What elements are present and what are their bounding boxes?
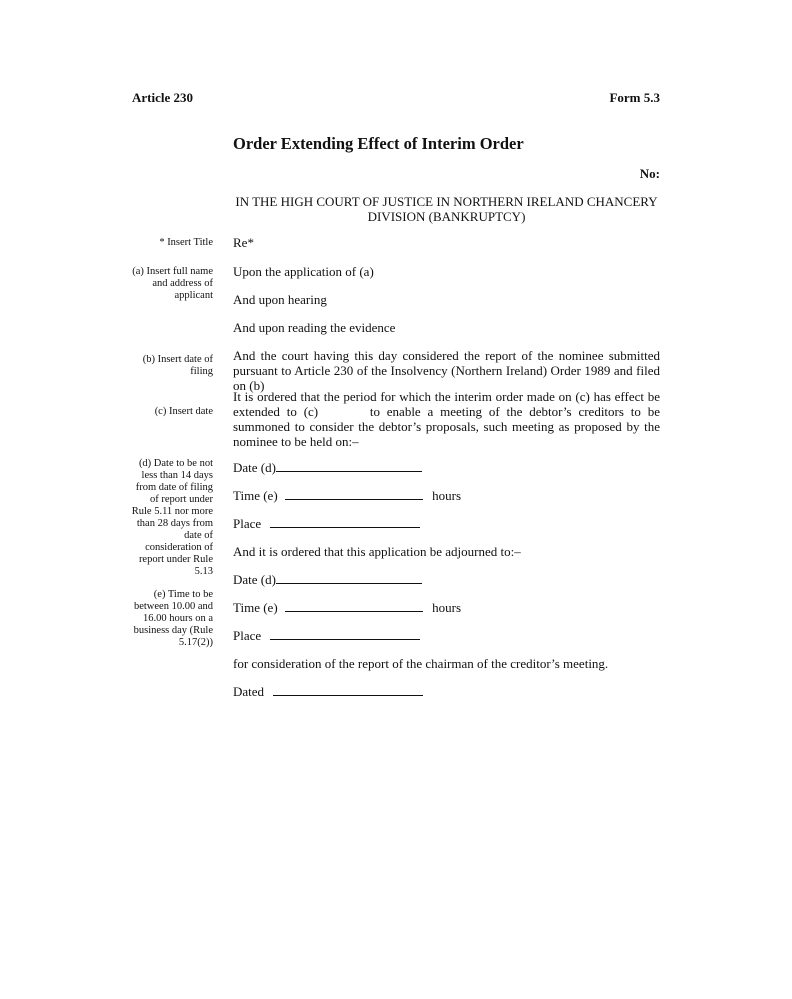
article-number: Article 230 [132,90,194,105]
number-label: No: [639,166,660,181]
date2-blank[interactable] [276,572,422,584]
form-number: Form 5.3 [609,90,660,105]
date2-label: Date (d) [233,572,276,587]
margin-note-d: (d) Date to be not less than 14 days from date of filing of report under Rule 5.11 nor more than 28 days from date of consideration of report under Rule 5.13 [131,458,213,577]
application-line: Upon the application of (a) [233,264,374,279]
adjourned-time-row [233,600,461,615]
place2-blank[interactable] [270,628,420,640]
place-label: Place [233,516,262,531]
dated-label: Dated [233,684,265,699]
dated-blank[interactable] [273,684,423,696]
meeting-date-row [233,460,422,475]
time-blank[interactable] [285,488,423,500]
adjourned-line: And it is ordered that this application be adjourned to:– [233,544,521,559]
ordered-paragraph [233,389,660,449]
place2-label: Place [233,628,262,643]
meeting-place-row [233,516,420,531]
ordered-text-end: to enable a meeting of the debtor’s creditors to be summoned to consider the debtor’s proposals, such meeting as proposed by the nominee to be held on:– [233,404,660,449]
time2-label: Time (e) [233,600,278,615]
meeting-time-row [233,488,461,503]
margin-note-a: (a) Insert full name and address of applicant [132,266,213,301]
page-title: Order Extending Effect of Interim Order [233,134,524,153]
court-heading: IN THE HIGH COURT OF JUSTICE IN NORTHERN IRELAND CHANCERY DIVISION (BANKRUPTCY) [235,194,658,224]
re-line: Re* [233,235,254,250]
time-label: Time (e) [233,488,278,503]
place-blank[interactable] [270,516,420,528]
adjourned-date-row [233,572,422,587]
margin-note-title: * Insert Title [159,237,213,248]
date-blank[interactable] [276,460,422,472]
reading-line: And upon reading the evidence [233,320,396,335]
margin-note-c: (c) Insert date [154,406,213,417]
date-label: Date (d) [233,460,276,475]
adjourned-place-row [233,628,420,643]
considered-paragraph: And the court having this day considered the report of the nominee submitted pursuant to Article 230 of the Insolvency (Northern Ireland) Order 1989 and filed on (b) [233,348,660,393]
hours2-label: hours [432,600,462,615]
hours-label: hours [432,488,462,503]
dated-row [233,684,423,699]
margin-note-b: (b) Insert date of filing [142,354,213,377]
consideration-line: for consideration of the report of the chairman of the creditor’s meeting. [233,656,609,671]
ordered-text-start: It is ordered that the period for which the interim order made on (c) has effect be extended to (c) [233,389,660,419]
time2-blank[interactable] [285,600,423,612]
margin-note-e: (e) Time to be between 10.00 and 16.00 hours on a business day (Rule 5.17(2)) [133,589,213,648]
hearing-line: And upon hearing [233,292,327,307]
